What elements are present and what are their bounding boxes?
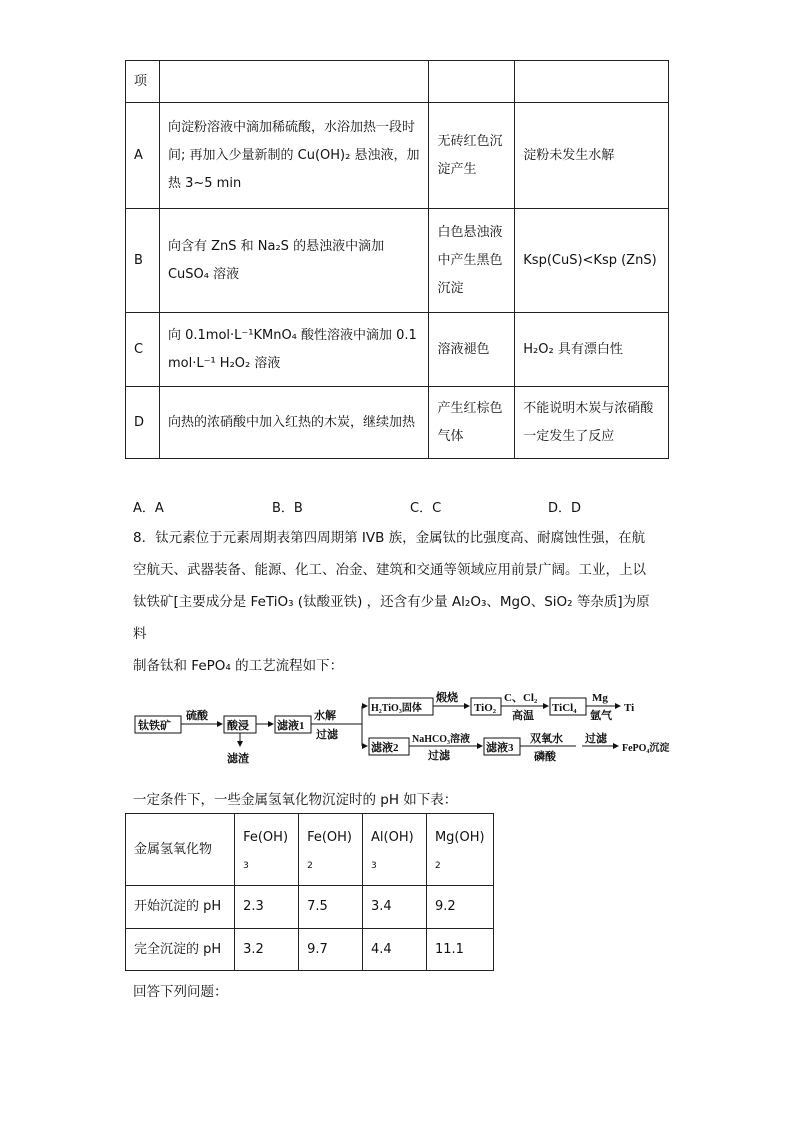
leach-label: 酸浸 (227, 720, 249, 732)
header-cell: 项 (126, 61, 160, 103)
tio2-label: TiO₂ (474, 702, 497, 714)
solid-label: H₂TiO₃固体 (371, 703, 422, 714)
conclusion-cell: 不能说明木炭与浓硝酸一定发生了反应 (515, 387, 669, 459)
filter-label: 过滤 (316, 729, 338, 741)
h2o2-label: 双氧水 (530, 733, 563, 745)
table-row: 开始沉淀的 pH 2.3 7.5 3.4 9.2 (126, 886, 494, 929)
table-row: 完全沉淀的 pH 3.2 9.7 4.4 11.1 (126, 929, 494, 971)
filtrate2-label: 滤液2 (371, 742, 399, 754)
acid-label: 硫酸 (186, 710, 208, 722)
choice-a[interactable]: A．A (133, 501, 164, 516)
table-header-row (126, 814, 494, 886)
filter2-label: 过滤 (428, 750, 450, 762)
operation-cell: 向淀粉溶液中滴加稀硫酸，水浴加热一段时间; 再加入少量新制的 Cu(OH)₂ 悬浊液，加热 3~5 min (159, 103, 428, 209)
choice-d[interactable]: D．D (548, 501, 582, 516)
hightemp-label: 高温 (512, 710, 534, 722)
hydrolysis-label: 水解 (314, 710, 336, 722)
conclusion-cell: Ksp(CuS)<Ksp (ZnS) (515, 209, 669, 313)
header-cell: Fe(OH) 2 (299, 814, 363, 886)
table-row (126, 103, 669, 209)
product-label: FePO₄沉淀 (622, 743, 670, 754)
residue-label: 滤渣 (227, 753, 249, 765)
ti-label: Ti (624, 702, 635, 714)
ore-label: 钛铁矿 (138, 720, 171, 732)
operation-cell: 向 0.1mol·L⁻¹KMnO₄ 酸性溶液中滴加 0.1 mol·L⁻¹ H₂O₂ 溶液 (159, 313, 428, 387)
table-header-row (126, 61, 669, 103)
ticl4-label: TiCl₄ (552, 702, 577, 714)
process-flowchart (130, 686, 690, 766)
filtrate1-label: 滤液1 (277, 720, 305, 732)
header-cell: 金属氢氧化物 (126, 814, 235, 886)
conclusion-cell: H₂O₂ 具有漂白性 (515, 313, 669, 387)
choice-c[interactable]: C．C (410, 501, 442, 516)
argon-label: 氩气 (590, 710, 612, 722)
phos-label: 磷酸 (534, 751, 556, 763)
ph-table (125, 813, 494, 971)
choice-b[interactable]: B．B (272, 501, 303, 516)
filter3-label: 过滤 (585, 733, 607, 745)
option-cell: B (126, 209, 160, 313)
phenomenon-cell: 白色悬浊液中产生黑色沉淀 (429, 209, 515, 313)
table-row (126, 209, 669, 313)
experiment-table (125, 60, 669, 459)
table-row (126, 387, 669, 459)
reagent-c-label: C、Cl₂ (504, 692, 538, 704)
header-cell: Fe(OH) 3 (235, 814, 299, 886)
mg-label: Mg (592, 692, 608, 704)
option-cell: D (126, 387, 160, 459)
header-cell: Mg(OH) 2 (426, 814, 493, 886)
operation-cell: 向含有 ZnS 和 Na₂S 的悬浊液中滴加 CuSO₄ 溶液 (159, 209, 428, 313)
filtrate3-label: 滤液3 (486, 742, 514, 754)
nahco3-label: NaHCO₃溶液 (412, 734, 470, 745)
option-cell: C (126, 313, 160, 387)
question-8-text: 8．钛元素位于元素周期表第四周期第 IVB 族，金属钛的比强度高、耐腐蚀性强，在航 空航天、武器装备、能源、化工、冶金、建筑和交通等领域应用前景广阔。工业，上以 钛铁矿[主要成分是 FeTiO₃ (钛酸亚铁) ，还含有少量 Al₂O₃、MgO、SiO₂ 等杂质]为原料 制备钛和 FePO₄ 的工艺流程如下： (133, 530, 650, 674)
table2-intro: 一定条件下，一些金属氢氧化物沉淀时的 pH 如下表： (133, 792, 458, 808)
phenomenon-cell: 无砖红色沉淀产生 (429, 103, 515, 209)
phenomenon-cell: 产生红棕色气体 (429, 387, 515, 459)
phenomenon-cell: 溶液褪色 (429, 313, 515, 387)
answer-prompt: 回答下列问题： (133, 984, 228, 1000)
header-cell: Al(OH) 3 (363, 814, 427, 886)
conclusion-cell: 淀粉未发生水解 (515, 103, 669, 209)
operation-cell: 向热的浓硝酸中加入红热的木炭，继续加热 (159, 387, 428, 459)
calcine-label: 煅烧 (436, 692, 458, 704)
table-row (126, 313, 669, 387)
option-cell: A (126, 103, 160, 209)
